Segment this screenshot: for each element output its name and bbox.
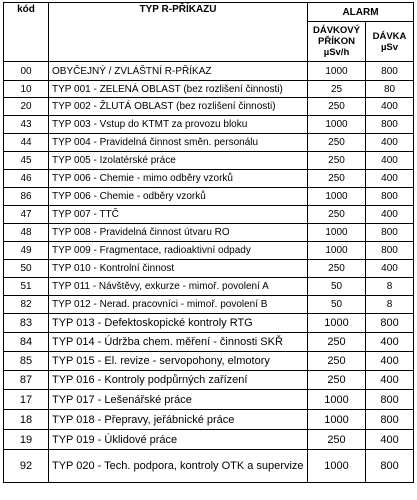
- row-code: 19: [4, 430, 49, 450]
- row-code: 00: [4, 62, 49, 81]
- row-desc: TYP 009 - Fragmentace, radioaktivní odpady: [49, 242, 308, 260]
- table-row: [4, 333, 414, 352]
- row-dose: 800: [366, 450, 414, 483]
- row-dose: 800: [366, 188, 414, 206]
- row-desc: TYP 015 - El. revize - servopohony, elmotory: [49, 352, 308, 371]
- row-desc: TYP 020 - Tech. podpora, kontroly OTK a supervize: [49, 450, 308, 483]
- header-code: kód: [4, 3, 49, 62]
- table-row: [4, 134, 414, 152]
- row-dose: 400: [366, 170, 414, 188]
- row-rate: 1000: [308, 410, 366, 430]
- table-row: [4, 152, 414, 170]
- row-desc: TYP 010 - Kontrolní činnost: [49, 260, 308, 278]
- row-dose: 400: [366, 333, 414, 352]
- row-rate: 250: [308, 170, 366, 188]
- row-code: 51: [4, 278, 49, 296]
- row-dose: 400: [366, 352, 414, 371]
- table-row: [4, 410, 414, 430]
- row-dose: 800: [366, 116, 414, 134]
- table-row: [4, 430, 414, 450]
- row-desc: TYP 016 - Kontroly podpůrných zařízení: [49, 371, 308, 390]
- row-dose: 8: [366, 296, 414, 314]
- row-dose: 400: [366, 152, 414, 170]
- row-rate: 250: [308, 352, 366, 371]
- row-desc: TYP 002 - ŽLUTÁ OBLAST (bez rozlišení činnosti): [49, 98, 308, 116]
- row-rate: 50: [308, 278, 366, 296]
- header-type: TYP R-PŘÍKAZU: [49, 3, 308, 62]
- row-dose: 800: [366, 224, 414, 242]
- row-desc-text: TYP 004 - Pravidelná činnost směn. personálu: [52, 137, 259, 148]
- row-desc: TYP 013 - Defektoskopické kontroly RTG: [49, 314, 308, 333]
- table-row: [4, 242, 414, 260]
- row-code: 47: [4, 206, 49, 224]
- row-dose: 400: [366, 134, 414, 152]
- row-code: 49: [4, 242, 49, 260]
- table-row: [4, 188, 414, 206]
- row-code: 17: [4, 390, 49, 410]
- row-code: 84: [4, 333, 49, 352]
- row-code: 18: [4, 410, 49, 430]
- row-rate: 1000: [308, 242, 366, 260]
- row-code: 45: [4, 152, 49, 170]
- row-rate: 1000: [308, 224, 366, 242]
- row-code: 92: [4, 450, 49, 483]
- table-row: [4, 296, 414, 314]
- row-rate: 1000: [308, 390, 366, 410]
- row-dose: 400: [366, 206, 414, 224]
- row-desc: TYP 008 - Pravidelná činnost útvaru RO: [49, 224, 308, 242]
- table-row: [4, 116, 414, 134]
- table-row: [4, 260, 414, 278]
- row-code: 87: [4, 371, 49, 390]
- row-desc: TYP 019 - Úklidové práce: [49, 430, 308, 450]
- row-code: 86: [4, 188, 49, 206]
- header-dose: DÁVKA µSv: [366, 22, 414, 62]
- row-rate: 1000: [308, 314, 366, 333]
- row-desc: TYP 017 - Lešenářské práce: [49, 390, 308, 410]
- table-row: [4, 62, 414, 81]
- header-alarm: ALARM: [308, 3, 414, 22]
- row-desc: TYP 014 - Údržba chem. měření - činnosti SKŘ: [49, 333, 308, 352]
- row-desc: TYP 018 - Přepravy, jeřábnické práce: [49, 410, 308, 430]
- row-rate: 1000: [308, 116, 366, 134]
- row-rate: 1000: [308, 62, 366, 81]
- table-row: [4, 81, 414, 98]
- row-desc: OBYČEJNÝ / ZVLÁŠTNÍ R-PŘÍKAZ: [49, 62, 308, 81]
- row-desc: TYP 011 - Návštěvy, exkurze - mimoř. povolení A: [49, 278, 308, 296]
- row-desc: TYP 006 - Chemie - mimo odběry vzorků: [49, 170, 308, 188]
- row-code: 10: [4, 81, 49, 98]
- row-dose: 800: [366, 314, 414, 333]
- row-code: 85: [4, 352, 49, 371]
- table-row: [4, 450, 414, 483]
- row-rate: 250: [308, 98, 366, 116]
- row-desc: TYP 012 - Nerad. pracovníci - mimoř. povolení B: [49, 296, 308, 314]
- row-code: 83: [4, 314, 49, 333]
- row-rate: 250: [308, 333, 366, 352]
- row-dose: 800: [366, 242, 414, 260]
- row-desc: TYP 006 - Chemie - odběry vzorků: [49, 188, 308, 206]
- table-row: [4, 371, 414, 390]
- row-rate: 50: [308, 296, 366, 314]
- row-rate: 1000: [308, 188, 366, 206]
- row-code: 48: [4, 224, 49, 242]
- table-row: [4, 224, 414, 242]
- row-desc: TYP 001 - ZELENÁ OBLAST (bez rozlišení činnosti): [49, 81, 308, 98]
- row-code: 43: [4, 116, 49, 134]
- row-dose: 400: [366, 371, 414, 390]
- table-row: [4, 98, 414, 116]
- row-dose: 80: [366, 81, 414, 98]
- row-rate: 250: [308, 260, 366, 278]
- table-row: [4, 170, 414, 188]
- table-row: [4, 314, 414, 333]
- row-dose: 400: [366, 260, 414, 278]
- table-row: [4, 352, 414, 371]
- row-code: 82: [4, 296, 49, 314]
- row-code: 50: [4, 260, 49, 278]
- row-rate: 1000: [308, 450, 366, 483]
- row-dose: 400: [366, 430, 414, 450]
- row-code: 44: [4, 134, 49, 152]
- table-row: [4, 278, 414, 296]
- row-dose: 800: [366, 62, 414, 81]
- row-rate: 25: [308, 81, 366, 98]
- row-dose: 800: [366, 410, 414, 430]
- row-desc: TYP 005 - Izolatérské práce: [49, 152, 308, 170]
- row-desc: TYP 007 - TTČ: [49, 206, 308, 224]
- row-rate: 250: [308, 430, 366, 450]
- row-desc: TYP 003 - Vstup do KTMT za provozu bloku: [49, 116, 308, 134]
- row-rate: 250: [308, 134, 366, 152]
- row-code: 20: [4, 98, 49, 116]
- alarm-table: [3, 2, 414, 483]
- row-dose: 8: [366, 278, 414, 296]
- row-code: 46: [4, 170, 49, 188]
- row-rate: 250: [308, 371, 366, 390]
- row-dose: 400: [366, 98, 414, 116]
- row-dose: 800: [366, 390, 414, 410]
- row-rate: 250: [308, 152, 366, 170]
- table-row: [4, 390, 414, 410]
- header-rate: DÁVKOVÝ PŘÍKON µSv/h: [308, 22, 366, 62]
- row-rate: 250: [308, 206, 366, 224]
- table-row: [4, 206, 414, 224]
- row-desc: [49, 134, 308, 152]
